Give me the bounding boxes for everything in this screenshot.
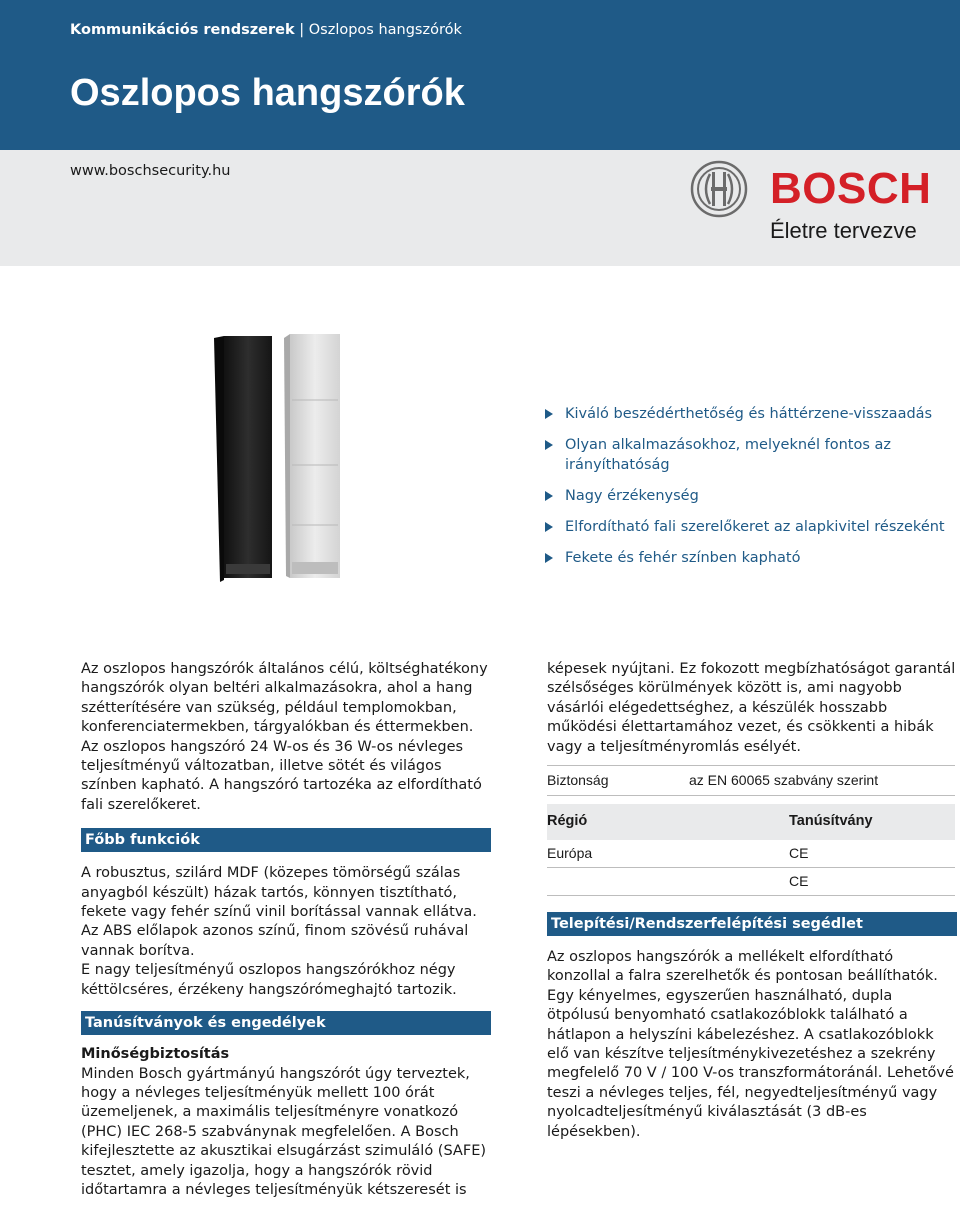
quality-assurance-label: Minőségbiztosítás bbox=[81, 1046, 230, 1063]
certificate-cell: CE bbox=[689, 840, 955, 868]
section-heading-certifications: Tanúsítványok és engedélyek bbox=[81, 1011, 491, 1035]
triangle-bullet-icon bbox=[545, 491, 553, 501]
breadcrumb-separator: | bbox=[294, 22, 309, 38]
column-header-certificate: Tanúsítvány bbox=[689, 804, 955, 840]
table-row bbox=[547, 868, 955, 896]
table-row bbox=[547, 840, 955, 868]
region-cell bbox=[547, 868, 689, 896]
triangle-bullet-icon bbox=[545, 440, 553, 450]
intro-paragraph: Az oszlopos hangszórók általános célú, költséghatékony hangszórók olyan beltéri alkalmazásokra, ahol a hang szétterítésére van szükség, például templomokban, konferenciatermekben, tárgyalókban és éttermekben. Az oszlopos hangszóró 24 W-os és 36 W-os névleges teljesítményű változatban, illetve sötét és világos színben kapható. A hangszóró tartozéka az elfordítható fali szerelőkeret. bbox=[81, 661, 488, 813]
white-speaker-side bbox=[284, 334, 290, 578]
feature-item: Olyan alkalmazásokhoz, melyeknél fontos az irányíthatóság bbox=[545, 435, 955, 475]
black-speaker-base bbox=[226, 564, 270, 574]
black-speaker-side bbox=[214, 336, 224, 582]
black-speaker bbox=[224, 336, 272, 578]
main-functions-paragraph: A robusztus, szilárd MDF (közepes tömörségű szálas anyagból készült) házak tartós, könnyen tisztítható, fekete vagy fehér színű vinil borítással vannak ellátva. Az ABS előlapok azonos színű, finom szövésű ruhával vannak borítva. bbox=[81, 865, 477, 959]
feature-item: Fekete és fehér színben kapható bbox=[545, 548, 955, 568]
region-cell: Európa bbox=[547, 840, 689, 868]
feature-list bbox=[545, 404, 955, 579]
triangle-bullet-icon bbox=[545, 409, 553, 419]
brand-tagline: Életre tervezve bbox=[770, 218, 917, 243]
white-speaker-base bbox=[292, 562, 338, 574]
bosch-armature-icon bbox=[690, 160, 748, 218]
safety-label: Biztonság bbox=[547, 766, 689, 796]
header-band bbox=[0, 0, 960, 150]
breadcrumb-section: Kommunikációs rendszerek bbox=[70, 22, 295, 38]
certificate-cell: CE bbox=[689, 868, 955, 896]
column-header-region: Régió bbox=[547, 804, 689, 840]
feature-item: Kiváló beszédérthetőség és háttérzene-visszaadás bbox=[545, 404, 955, 424]
website-link[interactable]: www.boschsecurity.hu bbox=[70, 163, 231, 179]
white-speaker bbox=[290, 334, 340, 578]
bosch-logo bbox=[690, 158, 940, 258]
left-column bbox=[81, 660, 491, 1200]
brand-band bbox=[0, 150, 960, 266]
installation-paragraph: Az oszlopos hangszórók a mellékelt elfordítható konzollal a falra szerelhetők és pontosan beállíthatók. Egy kényelmes, egyszerűen használható, dupla ötpólusú benyomható csatlakozóblokk található a hátlapon a helyszíni kábelezéshez. A csatlakozóblokk elő van készítve teljesítménykivezetéshez a szekrény megfelelő 70 V / 100 V-os transzformátoránál. Lehetővé teszi a névleges teljes, fél, negyedteljesítményű vagy nyolcadteljesítményű kiválasztását (3 dB-es lépésekben). bbox=[547, 949, 954, 1140]
breadcrumb-page: Oszlopos hangszórók bbox=[308, 22, 462, 38]
main-functions-paragraph-2: E nagy teljesítményű oszlopos hangszórókhoz négy kéttölcséres, érzékeny hangszórómeghajtó tartozik. bbox=[81, 962, 457, 998]
brand-wordmark: BOSCH bbox=[770, 164, 932, 213]
quality-assurance-continued: képesek nyújtani. Ez fokozott megbízhatóságot garantál szélsőséges körülmények között is, ami nagyobb vásárlói elégedettséghez, a készülék hosszabb működési élettartamához vezet, és csökkenti a hibák vagy a teljesítményromlás esélyét. bbox=[547, 661, 956, 755]
feature-item: Nagy érzékenység bbox=[545, 486, 955, 506]
table-header-row bbox=[547, 804, 955, 840]
breadcrumb bbox=[70, 22, 462, 38]
spec-table bbox=[547, 765, 955, 896]
quality-assurance-text: Minden Bosch gyártmányú hangszórót úgy terveztek, hogy a névleges teljesítményük mellett 100 órát üzemeljenek, a maximális teljesítményre vonatkozó (PHC) IEC 268-5 szabványnak megfelelően. A Bosch kifejlesztette az akusztikai elsugárzást szimuláló (SAFE) tesztet, amely igazolja, hogy a hangszórók rövid időtartamra a névleges teljesítményük kétszeresét is bbox=[81, 1065, 487, 1198]
triangle-bullet-icon bbox=[545, 522, 553, 532]
safety-value: az EN 60065 szabvány szerint bbox=[689, 766, 955, 796]
table-row bbox=[547, 766, 955, 796]
page-title: Oszlopos hangszórók bbox=[70, 72, 465, 114]
section-heading-main-functions: Főbb funkciók bbox=[81, 828, 491, 852]
triangle-bullet-icon bbox=[545, 553, 553, 563]
product-photo-column-speakers bbox=[200, 330, 350, 585]
feature-item: Elfordítható fali szerelőkeret az alapkivitel részeként bbox=[545, 517, 955, 537]
section-heading-installation: Telepítési/Rendszerfelépítési segédlet bbox=[547, 912, 957, 936]
right-column bbox=[547, 660, 957, 1142]
